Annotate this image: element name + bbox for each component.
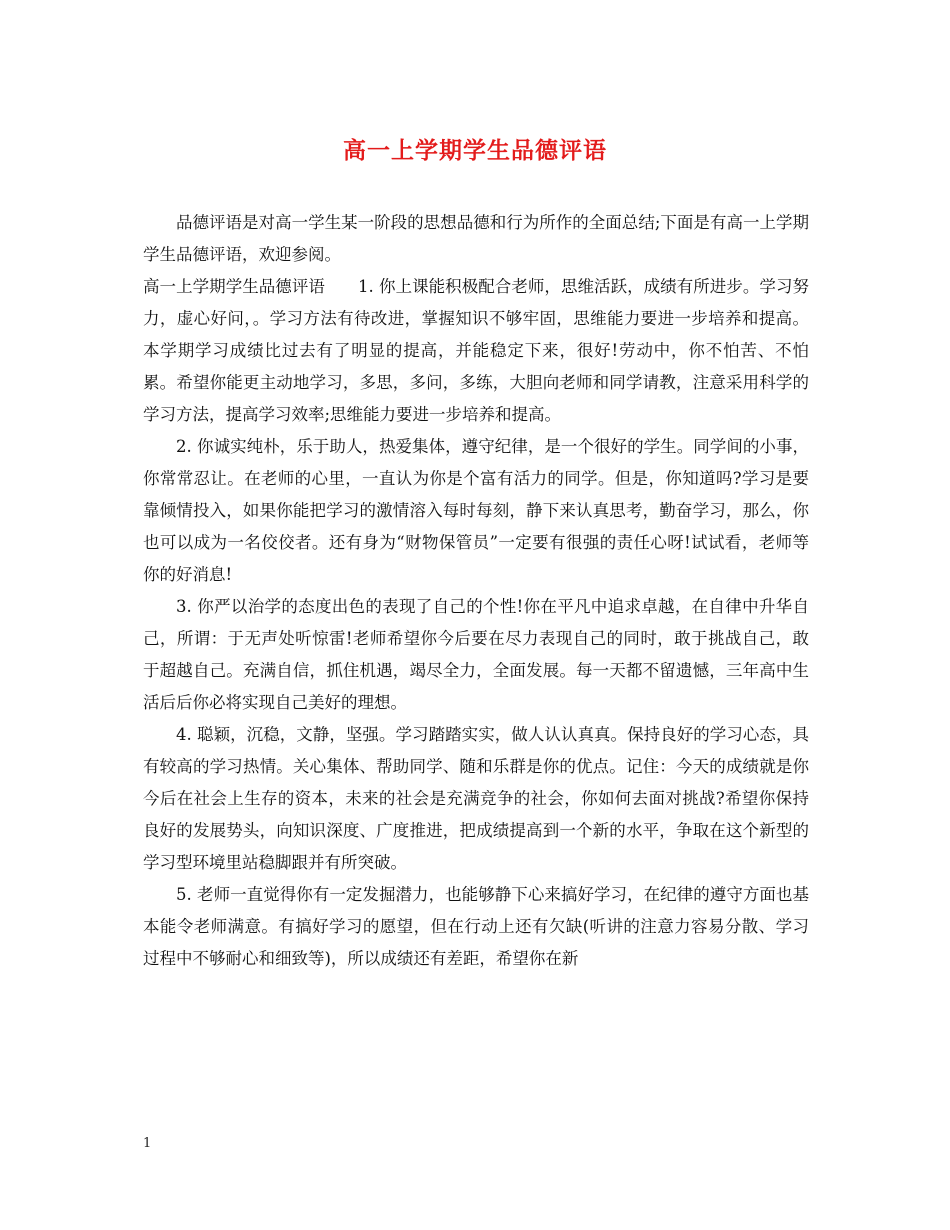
intro-paragraph: 品德评语是对高一学生某一阶段的思想品德和行为所作的全面总结;下面是有高一上学期学生品德评语，欢迎参阅。 (143, 213, 809, 264)
comment-paragraph-5: 5. 老师一直觉得你有一定发掘潜力，也能够静下心来搞好学习，在纪律的遵守方面也基本能令老师满意。有搞好学习的愿望，但在行动上还有欠缺(听讲的注意力容易分散、学习过程中不够耐心和细致等)，所以成绩还有差距，希望你在新 (143, 885, 809, 968)
document-title: 高一上学期学生品德评语 (343, 137, 607, 164)
comment-paragraph-4: 4. 聪颖，沉稳，文静，坚强。学习踏踏实实，做人认认真真。保持良好的学习心态，具有较高的学习热情。关心集体、帮助同学、随和乐群是你的优点。记住：今天的成绩就是你今后在社会上生存的资本，未来的社会是充满竞争的社会，你如何去面对挑战?希望你保持良好的发展势头，向知识深度、广度推进，把成绩提高到一个新的水平，争取在这个新型的学习型环境里站稳脚跟并有所突破。 (143, 725, 809, 872)
document-body (143, 207, 809, 975)
comment-paragraph-2: 2. 你诚实纯朴，乐于助人，热爱集体，遵守纪律，是一个很好的学生。同学间的小事，你常常忍让。在老师的心里，一直认为你是个富有活力的同学。但是，你知道吗?学习是要靠倾情投入，如果你能把学习的激情溶入每时每刻，静下来认真思考，勤奋学习，那么，你也可以成为一名佼佼者。还有身为“财物保管员”一定要有很强的责任心呀!试试看，老师等你的好消息! (143, 437, 809, 584)
comment-paragraph-1: 高一上学期学生品德评语 1. 你上课能积极配合老师，思维活跃，成绩有所进步。学习努力，虚心好问，。学习方法有待改进，掌握知识不够牢固，思维能力要进一步培养和提高。本学期学习成绩比过去有了明显的提高，并能稳定下来，很好!劳动中，你不怕苦、不怕累。希望你能更主动地学习，多思，多问，多练，大胆向老师和同学请教，注意采用科学的学习方法，提高学习效率;思维能力要进一步培养和提高。 (143, 277, 809, 424)
comment-paragraph-3: 3. 你严以治学的态度出色的表现了自己的个性!你在平凡中追求卓越，在自律中升华自己，所谓：于无声处听惊雷!老师希望你今后要在尽力表现自己的同时，敢于挑战自己，敢于超越自己。充满自信，抓住机遇，竭尽全力，全面发展。每一天都不留遗憾，三年高中生活后后你必将实现自己美好的理想。 (143, 597, 809, 712)
page-number: 1 (143, 1136, 152, 1151)
